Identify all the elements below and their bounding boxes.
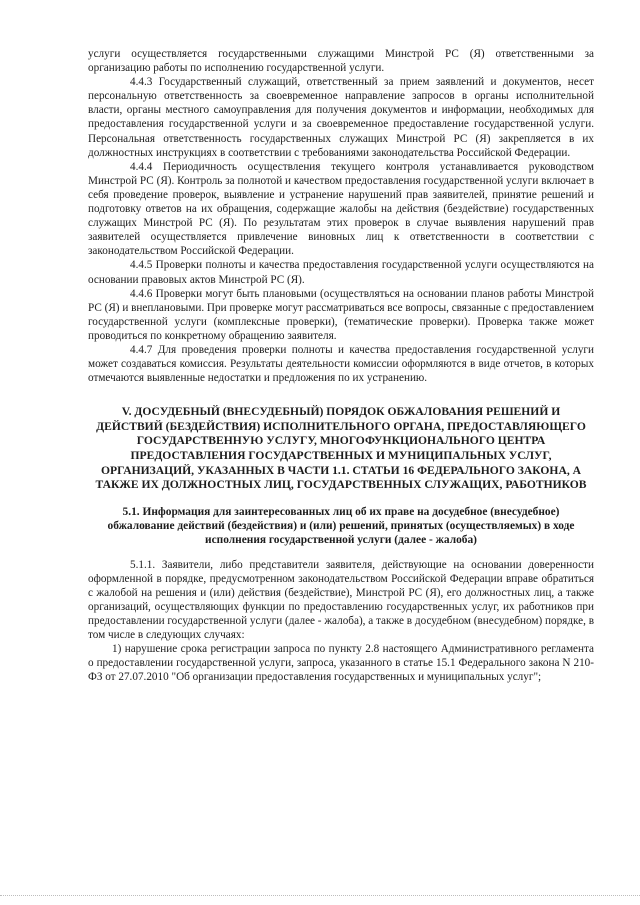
paragraph-4-4-3: 4.4.3 Государственный служащий, ответственный за прием заявлений и документов, несет персональную ответственность за своевременное направление запросов в органы исполнительной власти, органы местного самоуправления для получения документов и информации, необходимых для предоставления государственной услуги и за своевременное предоставление государственной услуги. Персональная ответственность государственных служащих Минстрой РС (Я) закрепляется в их должностных инструкциях в соответствии с требованиями законодательства Российской Федерации. <box>88 76 594 159</box>
document-body <box>88 47 594 685</box>
paragraph-5-1-1: 5.1.1. Заявители, либо представители заявителя, действующие на основании доверенности оформленной в порядке, предусмотренном законодательством Российской Федерации вправе обратиться с жалобой на решения и (или) действия (бездействие), Минстрой РС (Я), его должностных лиц, а также организаций, осуществляющих функции по предоставлению государственных услуг, их работников при предоставлении государственной услуги (далее - жалоба), а также в досудебном (внесудебном) порядке, в том числе в следующих случаях: <box>88 558 595 642</box>
paragraph-4-4-5: 4.4.5 Проверки полноты и качества предоставления государственной услуги осуществляются на основании правовых актов Минстрой РС (Я). <box>88 259 594 286</box>
paragraph-continuation: услуги осуществляется государственными служащими Минстрой РС (Я) ответственными за организацию работы по исполнению государственной услуги. <box>88 48 594 75</box>
subsection-heading: 5.1. Информация для заинтересованных лиц об их праве на досудебное (внесудебное) обжалование действий (бездействия) и (или) решений, принятых (осуществляемых) в ходе исполнения государственной услуги (далее - жалоба) <box>107 505 575 547</box>
spacer <box>88 385 594 405</box>
paragraph-4-4-7: 4.4.7 Для проведения проверки полноты и качества предоставления государственной услуги может создаваться комиссия. Результаты деятельности комиссии оформляются в виде отчетов, в которых отмечаются выявленные недостатки и предложения по их устранению. <box>88 343 594 385</box>
paragraph-4-4-4: 4.4.4 Периодичность осуществления текущего контроля устанавливается руководством Минстрой РС (Я). Контроль за полнотой и качеством предоставления государственной услуги включает в себя проведение проверок, выявление и устранение нарушений прав заявителей, принятие решений и подготовку ответов на их обращения, содержащие жалобы на действия (бездействие) государственных служащих Минстрой РС (Я). По результатам этих проверок в случае выявления нарушений прав заявителей осуществляется привлечение виновных лиц к ответственности в соответствии с законодательством Российской Федерации. <box>88 160 594 258</box>
scan-edge-line <box>0 895 640 896</box>
paragraph-4-4-6: 4.4.6 Проверки могут быть плановыми (осуществляться на основании планов работы Минстрой РС (Я) и внеплановыми. При проверке могут рассматриваться все вопросы, связанные с предоставлением государственной услуги (комплексные проверки), (тематические проверки). Проверка также может проводиться по конкретному обращению заявителя. <box>88 287 594 342</box>
list-item: 1) нарушение срока регистрации запроса по пункту 2.8 настоящего Административного регламента о предоставлении государственной услуги, запроса, указанного в статье 15.1 Федерального закона N 210-ФЗ от 27.07.2010 "Об организации предоставления государственных и муниципальных услуг"; <box>88 643 594 684</box>
section-heading: V. ДОСУДЕБНЫЙ (ВНЕСУДЕБНЫЙ) ПОРЯДОК ОБЖАЛОВАНИЯ РЕШЕНИЙ И ДЕЙСТВИЙ (БЕЗДЕЙСТВИЯ) ИСПОЛНИТЕЛЬНОГО ОРГАНА, ПРЕДОСТАВЛЯЮЩЕГО ГОСУДАРСТВЕННУЮ УСЛУГУ, МНОГОФУНКЦИОНАЛЬНОГО ЦЕНТРА ПРЕДОСТАВЛЕНИЯ ГОСУДАРСТВЕННЫХ И МУНИЦИПАЛЬНЫХ УСЛУГ, ОРГАНИЗАЦИЙ, УКАЗАННЫХ В ЧАСТИ 1.1. СТАТЬИ 16 ФЕДЕРАЛЬНОГО ЗАКОНА, А ТАКЖЕ ИХ ДОЛЖНОСТНЫХ ЛИЦ, ГОСУДАРСТВЕННЫХ СЛУЖАЩИХ, РАБОТНИКОВ <box>95 405 587 492</box>
